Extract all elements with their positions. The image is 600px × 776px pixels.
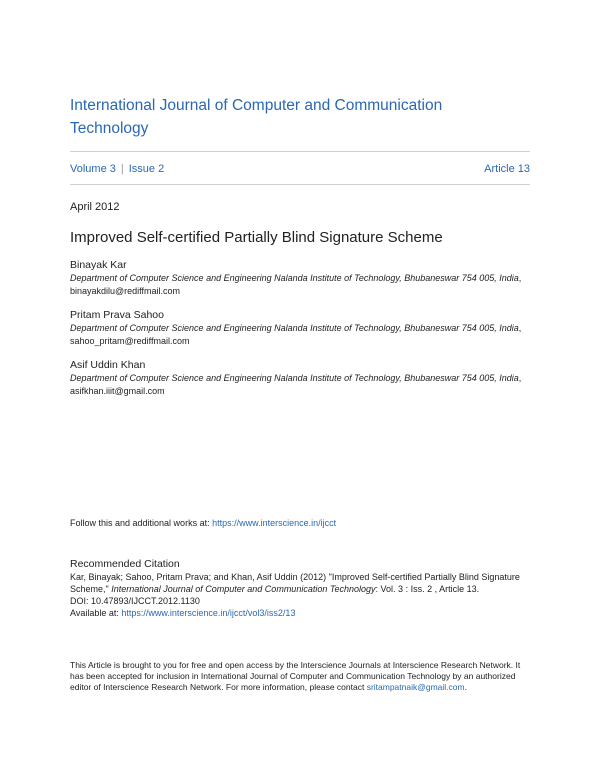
author-name: Binayak Kar bbox=[70, 259, 127, 271]
follow-link[interactable]: https://www.interscience.in/ijcct bbox=[212, 518, 337, 528]
follow-line: Follow this and additional works at: https://www.interscience.in/ijcct bbox=[70, 518, 337, 528]
footer-notice: This Article is brought to you for free and open access by the Interscience Journals at Interscience Research Network. It has been accepted for inclusion in International Journal of Computer and Communication Technology by an authorized editor of Interscience Research Network. For more information, please contact sritampatnaik@gmail.com. bbox=[70, 660, 521, 692]
author-email: asifkhan.iiit@gmail.com bbox=[70, 386, 165, 396]
author-block bbox=[70, 308, 530, 348]
author-block bbox=[70, 358, 530, 398]
volume-link[interactable]: Volume 3 bbox=[70, 163, 116, 175]
citation-link[interactable]: https://www.interscience.in/ijcct/vol3/iss2/13 bbox=[121, 608, 296, 618]
issue-row bbox=[70, 163, 530, 175]
author-affiliation: Department of Computer Science and Engineering Nalanda Institute of Technology, Bhubaneswar 754 005, India, binayakdilu@rediffmail.com bbox=[70, 273, 522, 296]
author-name: Asif Uddin Khan bbox=[70, 359, 146, 371]
journal-title-link[interactable]: International Journal of Computer and Communication Technology bbox=[70, 97, 443, 137]
divider-bottom bbox=[70, 184, 530, 185]
author-affiliation: Department of Computer Science and Engineering Nalanda Institute of Technology, Bhubaneswar 754 005, India, asifkhan.iiit@gmail.com bbox=[70, 373, 522, 396]
author-affiliation: Department of Computer Science and Engineering Nalanda Institute of Technology, Bhubaneswar 754 005, India, sahoo_pritam@rediffmail.com bbox=[70, 323, 522, 346]
citation-journal: International Journal of Computer and Communication Technology bbox=[111, 584, 376, 594]
divider-top bbox=[70, 151, 530, 152]
citation-available: Available at: https://www.interscience.in/ijcct/vol3/iss2/13 bbox=[70, 608, 296, 618]
issue-separator: | bbox=[120, 163, 124, 175]
issue-link[interactable]: Issue 2 bbox=[128, 163, 165, 175]
contact-email-link[interactable]: sritampatnaik@gmail.com bbox=[366, 682, 465, 692]
article-title: Improved Self-certified Partially Blind Signature Scheme bbox=[70, 229, 443, 246]
author-name: Pritam Prava Sahoo bbox=[70, 309, 164, 321]
recommended-citation bbox=[70, 557, 530, 619]
publication-date: April 2012 bbox=[70, 201, 120, 213]
article-number-link[interactable]: Article 13 bbox=[484, 163, 530, 175]
author-email: sahoo_pritam@rediffmail.com bbox=[70, 336, 190, 346]
author-email: binayakdilu@rediffmail.com bbox=[70, 286, 181, 296]
citation-heading: Recommended Citation bbox=[70, 558, 180, 570]
citation-body: Kar, Binayak; Sahoo, Pritam Prava; and Khan, Asif Uddin (2012) "Improved Self-certified Partially Blind Signature Scheme," International Journal of Computer and Communication Technology: Vol. 3 : Iss. 2 , Article 13. bbox=[70, 572, 520, 594]
citation-doi: DOI: 10.47893/IJCCT.2012.1130 bbox=[70, 596, 200, 606]
author-block bbox=[70, 258, 530, 298]
